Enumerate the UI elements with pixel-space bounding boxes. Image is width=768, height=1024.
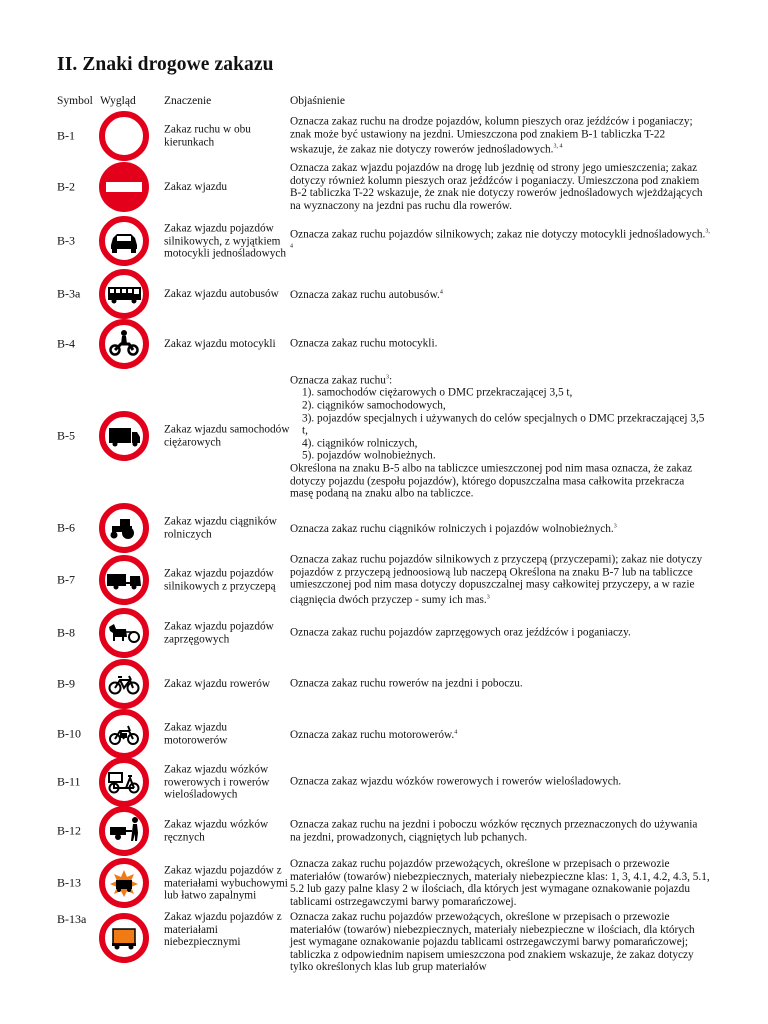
table-row xyxy=(0,708,768,760)
list-item: 2). ciągników samochodowych, xyxy=(302,399,446,412)
sign-meaning: Zakaz wjazdu wózków rowerowych i rowerów wielośladowych xyxy=(164,763,270,801)
truck-icon xyxy=(98,410,150,462)
explosive-vehicle-icon xyxy=(98,857,150,909)
sign-explanation: Oznacza zakaz ruchu na jezdni i poboczu wózków ręcznych przeznaczonych do używania na jezdni, prowadzonych, ciągniętych lub pchanych. xyxy=(290,818,698,843)
list-item: 5). pojazdów wolnobieżnych. xyxy=(302,449,436,462)
sign-explanation: Oznacza zakaz ruchu pojazdów silnikowych; zakaz nie dotyczy motocykli jednośladowych.$^{3, 4}$ xyxy=(290,228,710,250)
horse-cart-icon xyxy=(98,607,150,659)
sign-explanation: Oznacza zakaz ruchu$^3$: 1). samochodów ciężarowych o DMC przekraczającej 3,5 t, 2). ciągników samochodowych, 3). pojazdów specjalnych i używanych do celów specjalnych o DMC przekraczającej 3,5 t, 4). ciągników rolniczych, 5). pojazdów wolnobieżnych. Określona na znaku B-5 albo na tabliczce umieszczonej pod nim masa oznacza, że zakaz dotyczy pojazdu (zespołu pojazdów), którego dopuszczalna masa całkowita przekracza masę podaną na znaku albo na tabliczce. xyxy=(290,372,710,501)
page-title: II. Znaki drogowe zakazu xyxy=(57,54,274,75)
sign-meaning: Zakaz wjazdu pojazdów zaprzęgowych xyxy=(164,620,274,645)
tractor-icon xyxy=(98,502,150,554)
table-row xyxy=(0,502,768,554)
sign-symbol: B-3a xyxy=(57,286,81,301)
sign-meaning: Zakaz wjazdu pojazdów z materiałami wybuchowymi lub łatwo zapalnymi xyxy=(164,864,288,902)
table-row xyxy=(0,268,768,320)
sign-explanation: Oznacza zakaz ruchu rowerów na jezdni i poboczu. xyxy=(290,677,523,690)
sign-explanation: Oznacza zakaz wjazdu pojazdów na drogę lub jezdnię od strony jego umieszczenia; zakaz dotyczy również kolumn pieszych oraz jeźdźców i poganiaczy. Umieszczona pod znakiem B-2 tabliczka T-22 wskazuje, że znak nie dotyczy rowerów jednośladowych wjeżdżających na wyznaczony na jezdni pas ruchu dla rowerów. xyxy=(290,161,703,212)
table-row xyxy=(0,214,768,268)
list-item: 1). samochodów ciężarowych o DMC przekraczającej 3,5 t, xyxy=(302,387,573,400)
list-item: 3). pojazdów specjalnych i używanych do celów specjalnych o DMC przekraczającej 3,5 t, xyxy=(302,412,705,437)
sign-meaning: Zakaz wjazdu pojazdów z materiałami niebezpiecznymi xyxy=(164,911,282,948)
sign-symbol: B-6 xyxy=(57,520,75,535)
sign-meaning: Zakaz wjazdu wózków ręcznych xyxy=(164,818,269,843)
no-entry-icon xyxy=(98,161,150,213)
table-row xyxy=(0,606,768,660)
cargo-bike-icon xyxy=(98,756,150,808)
sign-symbol: B-2 xyxy=(57,179,75,194)
table-row xyxy=(0,318,768,370)
list-item: 4). ciągników rolniczych, xyxy=(302,437,418,450)
sign-symbol: B-9 xyxy=(57,676,75,691)
empty-circle-icon xyxy=(98,110,150,162)
header-znaczenie: Znaczenie xyxy=(164,95,212,107)
handcart-icon xyxy=(98,805,150,857)
sign-symbol: B-8 xyxy=(57,625,75,640)
sign-symbol: B-11 xyxy=(57,774,81,789)
table-row xyxy=(0,805,768,857)
sign-meaning: Zakaz wjazdu rowerów xyxy=(164,677,271,690)
sign-explanation: Oznacza zakaz ruchu pojazdów przewożących, określone w przepisach o przewozie materiałów (towarów) niebezpiecznych, materiały niebezpieczne klas: 1, 3, 4.1, 4.2, 4.3, 5.1, 5.2 lub gazy palne klasy 2 w ilościach, dla których jest wymagane oznakowanie pojazdu tablicami ostrzegawczymi barwy pomarańczowej. xyxy=(290,857,710,908)
header-symbol: Symbol xyxy=(57,95,93,107)
header-objasnienie: Objaśnienie xyxy=(290,95,345,107)
table-row xyxy=(0,368,768,504)
sign-meaning: Zakaz wjazdu motorowerów xyxy=(164,721,228,746)
sign-explanation: Oznacza zakaz ruchu motocykli. xyxy=(290,337,438,350)
sign-symbol: B-4 xyxy=(57,336,75,351)
sign-explanation: Oznacza zakaz ruchu motorowerów.$^4$ xyxy=(290,729,458,742)
sign-symbol: B-13 xyxy=(57,875,81,890)
sign-meaning: Zakaz wjazdu pojazdów silnikowych z przyczepą xyxy=(164,567,276,592)
sign-explanation: Oznacza zakaz ruchu ciągników rolniczych i pojazdów wolnobieżnych.$^3$ xyxy=(290,523,617,536)
sign-meaning: Zakaz wjazdu xyxy=(164,180,228,193)
sign-symbol: B-10 xyxy=(57,726,81,741)
sign-symbol: B-5 xyxy=(57,428,75,443)
table-row xyxy=(0,756,768,808)
sign-explanation: Oznacza zakaz ruchu na drodze pojazdów, kolumn pieszych oraz jeźdźców i poganiaczy; znak może być ustawiony na jezdni. Umieszczona pod znakiem B-1 tabliczka T-22 wskazuje, że zakaz nie dotyczy rowerów jednośladowych.$^{3, 4}$ xyxy=(290,115,693,156)
sign-meaning: Zakaz wjazdu motocykli xyxy=(164,337,276,350)
sign-explanation: Oznacza zakaz wjazdu wózków rowerowych i rowerów wielośladowych. xyxy=(290,775,622,788)
sign-symbol: B-3 xyxy=(57,233,75,248)
sign-symbol: B-1 xyxy=(57,128,75,143)
table-row xyxy=(0,552,768,608)
table-row xyxy=(0,160,768,214)
sign-meaning: Zakaz wjazdu ciągników rolniczych xyxy=(164,515,277,540)
sign-meaning: Zakaz wjazdu autobusów xyxy=(164,287,279,300)
sign-explanation: Oznacza zakaz ruchu pojazdów silnikowych z przyczepą (przyczepami); zakaz nie dotyczy pojazdów z przyczepą jednoosiową lub naczepą Określona na znaku B-7 lub na tabliczce umieszczonej pod nim masa dotyczy dopuszczalnej masy całkowitej przyczepy, a w razie ciągnięcia dwóch przyczep - sumy ich mas.$^3$ xyxy=(290,553,703,606)
sign-symbol: B-12 xyxy=(57,823,81,838)
sign-meaning: Zakaz wjazdu samochodów ciężarowych xyxy=(164,423,290,448)
sign-explanation: Oznacza zakaz ruchu pojazdów zaprzęgowych oraz jeźdźców i poganiaczy. xyxy=(290,626,631,639)
header-wyglad: Wygląd xyxy=(100,95,136,107)
trailer-icon xyxy=(98,554,150,606)
sign-symbol: B-13a xyxy=(57,912,87,926)
bus-icon xyxy=(98,268,150,320)
sign-explanation: Oznacza zakaz ruchu pojazdów przewożących, określone w przepisach o przewozie materiałów (towarów) niebezpiecznych, materiały niebezpieczne w ilościach, dla których jest wymagane oznakowanie pojazdu tablicami ostrzegawczymi barwy pomarańczowej; tabliczka z odpowiednim napisem umieszczona pod znakiem wskazuje, że zakaz dotyczy tylko określonych klas lub grup materiałów xyxy=(290,911,695,974)
table-row xyxy=(0,910,768,978)
sign-meaning: Zakaz ruchu w obu kierunkach xyxy=(164,123,251,148)
sign-explanation: Oznacza zakaz ruchu autobusów.$^4$ xyxy=(290,289,443,302)
table-row xyxy=(0,856,768,910)
table-row xyxy=(0,658,768,710)
table-row xyxy=(0,110,768,162)
car-icon xyxy=(98,215,150,267)
moped-icon xyxy=(98,708,150,760)
bicycle-icon xyxy=(98,658,150,710)
motorcycle-icon xyxy=(98,318,150,370)
sign-meaning: Zakaz wjazdu pojazdów silnikowych, z wyjątkiem motocykli jednośladowych xyxy=(164,222,287,260)
hazmat-vehicle-icon xyxy=(98,912,150,964)
sign-symbol: B-7 xyxy=(57,572,75,587)
